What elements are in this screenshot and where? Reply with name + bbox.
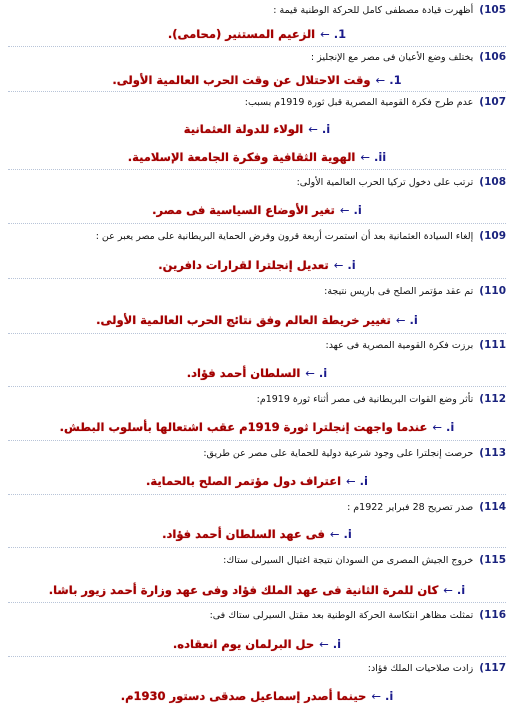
question-105 (8, 4, 506, 16)
answer-marker: ii. (373, 150, 387, 164)
answer-text: عندما واجهت إنجلترا ثورة 1919م عقب اشتعالها بأسلوب البطش. (59, 420, 428, 434)
question-number: 106) (479, 51, 506, 63)
arrow-icon: ← (308, 122, 318, 136)
answer-108-1 (0, 203, 514, 217)
divider (8, 223, 506, 224)
arrow-icon: ← (333, 258, 344, 272)
answer-marker: i. (456, 583, 466, 597)
divider (8, 494, 506, 495)
arrow-icon: ← (346, 474, 356, 488)
question-113 (8, 447, 506, 459)
divider (8, 46, 506, 47)
question-114 (8, 501, 506, 513)
answer-text: كان للمرة الثانية فى عهد الملك فؤاد وفى عهد وزارة أحمد زيور باشا. (48, 583, 439, 597)
answer-marker: i. (384, 689, 394, 703)
answer-107-2 (0, 150, 514, 164)
answer-text: تعديل إنجلترا لقرارات دافرين. (158, 258, 329, 272)
answer-text: الزعيم المستنير (محامى). (167, 27, 316, 41)
divider (8, 386, 506, 387)
question-text: أظهرت قيادة مصطفى كامل للحركة الوطنية قيمة : (273, 5, 474, 16)
answer-113-1 (0, 474, 514, 488)
question-number: 114) (479, 501, 506, 513)
answer-text: حل البرلمان يوم انعقاده. (172, 637, 315, 651)
answer-marker: i. (353, 203, 362, 217)
arrow-icon: ← (339, 203, 350, 217)
arrow-icon: ← (320, 27, 330, 41)
answer-112-1 (0, 420, 514, 434)
answer-marker: i. (318, 366, 328, 380)
answer-text: فى عهد السلطان أحمد فؤاد. (162, 527, 325, 541)
question-text: تم عقد مؤتمر الصلح فى باريس نتيجة: (324, 286, 474, 297)
answer-marker: i. (343, 527, 352, 541)
answer-marker: 1. (333, 27, 347, 41)
divider (8, 91, 506, 92)
question-115 (8, 554, 506, 566)
question-111 (8, 339, 506, 351)
answer-text: تغيير خريطة العالم وفق نتائج الحرب العالمية الأولى. (96, 313, 391, 327)
arrow-icon: ← (395, 313, 406, 327)
question-text: برزت فكرة القومية المصرية فى عهد: (325, 340, 474, 351)
arrow-icon: ← (305, 366, 315, 380)
question-117 (8, 662, 506, 674)
question-text: إلغاء السيادة العثمانية بعد أن استمرت أربعة قرون وفرض الحماية البريطانية على مصر يعبر عن : (95, 231, 474, 242)
arrow-icon: ← (432, 420, 442, 434)
question-107 (8, 96, 506, 108)
divider (8, 278, 506, 279)
answer-text: اعتراف دول مؤتمر الصلح بالحماية. (146, 474, 342, 488)
answer-107-1 (0, 122, 514, 136)
question-number: 117) (479, 662, 506, 674)
answer-marker: i. (321, 122, 331, 136)
answer-marker: i. (446, 420, 455, 434)
divider (8, 547, 506, 548)
divider (8, 602, 506, 603)
answer-text: الولاء للدولة العثمانية (183, 122, 304, 136)
answer-114-1 (0, 527, 514, 541)
answer-marker: 1. (389, 73, 402, 87)
question-text: ترتب على دخول تركيا الحرب العالمية الأولى: (296, 177, 474, 188)
question-text: زادت صلاحيات الملك فؤاد: (367, 663, 474, 674)
question-number: 112) (479, 393, 506, 405)
answer-110-1 (0, 313, 514, 327)
answer-text: السلطان أحمد فؤاد. (186, 366, 301, 380)
answer-text: تغير الأوضاع السياسية فى مصر. (152, 203, 335, 217)
question-number: 109) (479, 230, 506, 242)
arrow-icon: ← (371, 689, 381, 703)
answer-116-1 (0, 637, 514, 651)
question-116 (8, 609, 506, 621)
question-text: يختلف وضع الأعيان فى مصر مع الإنجليز : (310, 52, 474, 63)
question-number: 115) (479, 554, 506, 566)
arrow-icon: ← (329, 527, 340, 541)
question-number: 107) (479, 96, 506, 108)
answer-109-1 (0, 258, 514, 272)
question-106 (8, 51, 506, 63)
question-text: صدر تصريح 28 فبراير 1922م : (347, 502, 474, 513)
arrow-icon: ← (375, 73, 386, 87)
question-110 (8, 285, 506, 297)
answer-106-1 (0, 73, 514, 87)
divider (8, 656, 506, 657)
divider (8, 169, 506, 170)
question-number: 116) (479, 609, 506, 621)
question-text: خروج الجيش المصرى من السودان نتيجة اغتيال السيرلى ستاك: (223, 555, 474, 566)
question-108 (8, 176, 506, 188)
answer-117-1 (0, 689, 514, 703)
answer-text: وقت الاحتلال عن وقت الحرب العالمية الأولى. (112, 73, 371, 87)
arrow-icon: ← (360, 150, 370, 164)
answer-text: الهوية الثقافية وفكرة الجامعة الإسلامية. (127, 150, 356, 164)
answer-marker: i. (359, 474, 368, 488)
answer-105-1 (0, 27, 514, 41)
answer-text: حينما أصدر إسماعيل صدقى دستور 1930م. (120, 689, 367, 703)
question-text: حرصت إنجلترا على وجود شرعية دولية للحماية على مصر عن طريق: (203, 448, 474, 459)
question-text: تأثر وضع القوات البريطانية فى مصر أثناء ثورة 1919م: (256, 394, 474, 405)
arrow-icon: ← (319, 637, 329, 651)
question-number: 105) (479, 4, 506, 16)
question-text: عدم طرح فكرة القومية المصرية قبل ثورة 1919م بسبب: (244, 97, 474, 108)
answer-111-1 (0, 366, 514, 380)
question-text: تمثلت مظاهر انتكاسة الحركة الوطنية بعد مقتل السيرلى ستاك فى: (209, 610, 474, 621)
question-number: 108) (479, 176, 506, 188)
answer-marker: i. (332, 637, 342, 651)
answer-marker: i. (347, 258, 356, 272)
arrow-icon: ← (443, 583, 453, 597)
question-112 (8, 393, 506, 405)
question-number: 113) (479, 447, 506, 459)
question-number: 110) (479, 285, 506, 297)
answer-115-1 (0, 583, 514, 597)
divider (8, 440, 506, 441)
answer-marker: i. (409, 313, 418, 327)
question-109 (8, 230, 506, 242)
divider (8, 333, 506, 334)
question-number: 111) (479, 339, 506, 351)
